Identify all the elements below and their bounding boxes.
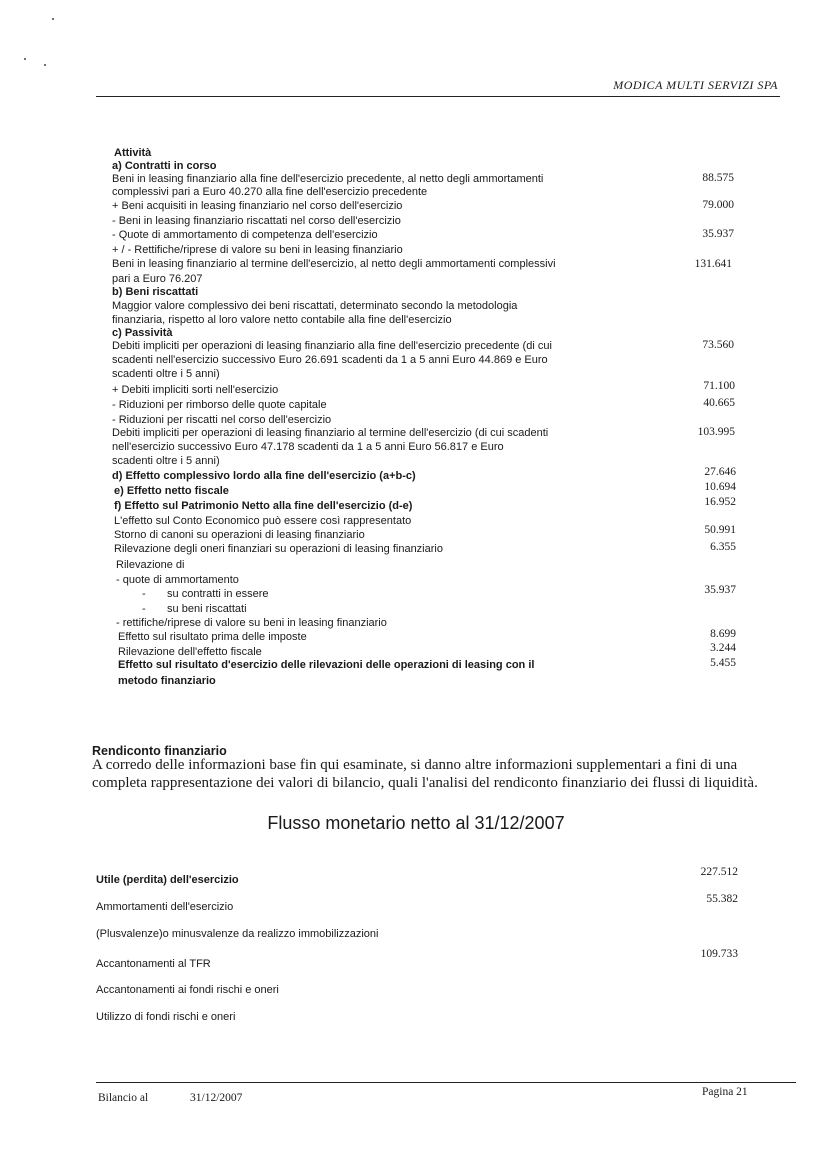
leasing-line: + Beni acquisiti in leasing finanziario nel corso dell'esercizio — [112, 200, 403, 212]
intro-paragraph: A corredo delle informazioni base fin qui esaminate, si danno altre informazioni supplementari a fini di una completa rappresentazione dei valori di bilancio, quali l'analisi del rendiconto finanziario dei flussi di liquidità. — [92, 757, 758, 791]
leasing-line: Maggior valore complessivo dei beni riscattati, determinato secondo la metodologia — [112, 300, 518, 312]
cash-flow-label: Utilizzo di fondi rischi e oneri — [96, 1011, 236, 1023]
leasing-line: f) Effetto sul Patrimonio Netto alla fine dell'esercizio (d-e) — [114, 500, 413, 512]
amount-value: 35.937 — [704, 584, 736, 596]
leasing-line: finanziaria, rispetto al loro valore netto contabile alla fine dell'esercizio — [112, 314, 452, 326]
footer-date: 31/12/2007 — [190, 1092, 243, 1104]
leasing-line: e) Effetto netto fiscale — [114, 485, 229, 497]
cash-flow-label: Accantonamenti al TFR — [96, 958, 211, 970]
cash-flow-label: (Plusvalenze)o minusvalenze da realizzo immobilizzazioni — [96, 928, 379, 940]
amount-value: 8.699 — [710, 628, 736, 640]
amount-value: 50.991 — [704, 524, 736, 536]
footer-label: Bilancio al — [98, 1092, 149, 1104]
leasing-line: L'effetto sul Conto Economico può essere così rappresentato — [114, 515, 412, 527]
section-title: Rendiconto finanziario — [92, 744, 227, 758]
cash-flow-label: Ammortamenti dell'esercizio — [96, 901, 234, 913]
cash-flow-value: 55.382 — [706, 893, 738, 905]
leasing-line: - quote di ammortamento — [116, 574, 239, 586]
leasing-line: Debiti impliciti per operazioni di leasing finanziario alla fine dell'esercizio precedente (di cui — [112, 340, 552, 352]
leasing-line: complessivi pari a Euro 40.270 alla fine dell'esercizio precedente — [112, 186, 428, 198]
leasing-line: Effetto sul risultato d'esercizio delle rilevazioni delle operazioni di leasing con il — [118, 659, 535, 671]
leasing-line: Beni in leasing finanziario alla fine dell'esercizio precedente, al netto degli ammortamenti — [112, 173, 544, 185]
amount-value: 3.244 — [710, 642, 736, 654]
leasing-line: c) Passività — [112, 327, 173, 339]
amount-value: 6.355 — [710, 541, 736, 553]
cash-flow-value: 109.733 — [700, 948, 738, 960]
amount-value: 73.560 — [702, 339, 734, 351]
leasing-line: nell'esercizio successivo Euro 47.178 scadenti da 1 a 5 anni Euro 56.817 e Euro — [112, 441, 504, 453]
amount-value: 40.665 — [703, 397, 735, 409]
amount-value: 10.694 — [704, 481, 736, 493]
page-number: Pagina 21 — [702, 1086, 748, 1098]
footer-rule — [96, 1082, 796, 1083]
leasing-line: scadenti nell'esercizio successivo Euro 26.691 scadenti da 1 a 5 anni Euro 44.869 e Euro — [112, 354, 548, 366]
leasing-line: scadenti oltre i 5 anni) — [112, 368, 220, 380]
leasing-line: a) Contratti in corso — [112, 160, 217, 172]
amount-value: 16.952 — [704, 496, 736, 508]
leasing-line: scadenti oltre i 5 anni) — [112, 455, 220, 467]
leasing-line: - Beni in leasing finanziario riscattati nel corso dell'esercizio — [112, 215, 401, 227]
amount-value: 35.937 — [702, 228, 734, 240]
amount-value: 79.000 — [702, 199, 734, 211]
header-rule — [96, 96, 780, 97]
leasing-line: pari a Euro 76.207 — [112, 273, 203, 285]
leasing-line: Storno di canoni su operazioni di leasing finanziario — [114, 529, 365, 541]
leasing-line: - Riduzioni per riscatti nel corso dell'esercizio — [112, 414, 332, 426]
leasing-line: b) Beni riscattati — [112, 286, 199, 298]
leasing-line: + Debiti impliciti sorti nell'esercizio — [112, 384, 279, 396]
leasing-line: - su beni riscattati — [142, 603, 247, 615]
amount-value: 5.455 — [710, 657, 736, 669]
leasing-line: Rilevazione di — [116, 559, 185, 571]
leasing-line: Effetto sul risultato prima delle imposte — [118, 631, 307, 643]
leasing-line: - Riduzioni per rimborso delle quote capitale — [112, 399, 327, 411]
leasing-line: - Quote di ammortamento di competenza dell'esercizio — [112, 229, 378, 241]
scan-speck — [24, 58, 26, 60]
scan-speck — [44, 64, 46, 66]
leasing-line: + / - Rettifiche/riprese di valore su beni in leasing finanziario — [112, 244, 403, 256]
amount-value: 27.646 — [704, 466, 736, 478]
cash-flow-label: Accantonamenti ai fondi rischi e oneri — [96, 984, 279, 996]
leasing-line: Beni in leasing finanziario al termine dell'esercizio, al netto degli ammortamenti complessivi — [112, 258, 556, 270]
amount-value: 103.995 — [697, 426, 735, 438]
amount-value: 71.100 — [703, 380, 735, 392]
table-title: Flusso monetario netto al 31/12/2007 — [267, 813, 565, 833]
leasing-line: - rettifiche/riprese di valore su beni in leasing finanziario — [116, 617, 387, 629]
amount-value: 88.575 — [702, 172, 734, 184]
leasing-line: Rilevazione dell'effetto fiscale — [118, 646, 262, 658]
cash-flow-label: Utile (perdita) dell'esercizio — [96, 874, 239, 886]
amount-value: 131.641 — [694, 258, 732, 270]
scan-speck — [52, 18, 54, 20]
leasing-line: Attività — [114, 147, 152, 159]
leasing-line: Debiti impliciti per operazioni di leasing finanziario al termine dell'esercizio (di cui scadenti — [112, 427, 549, 439]
leasing-line: Rilevazione degli oneri finanziari su operazioni di leasing finanziario — [114, 543, 443, 555]
leasing-line: metodo finanziario — [118, 675, 216, 687]
cash-flow-value: 227.512 — [700, 866, 738, 878]
company-name: MODICA MULTI SERVIZI SPA — [613, 78, 778, 92]
leasing-line: d) Effetto complessivo lordo alla fine dell'esercizio (a+b-c) — [112, 470, 416, 482]
leasing-line: - su contratti in essere — [142, 588, 269, 600]
